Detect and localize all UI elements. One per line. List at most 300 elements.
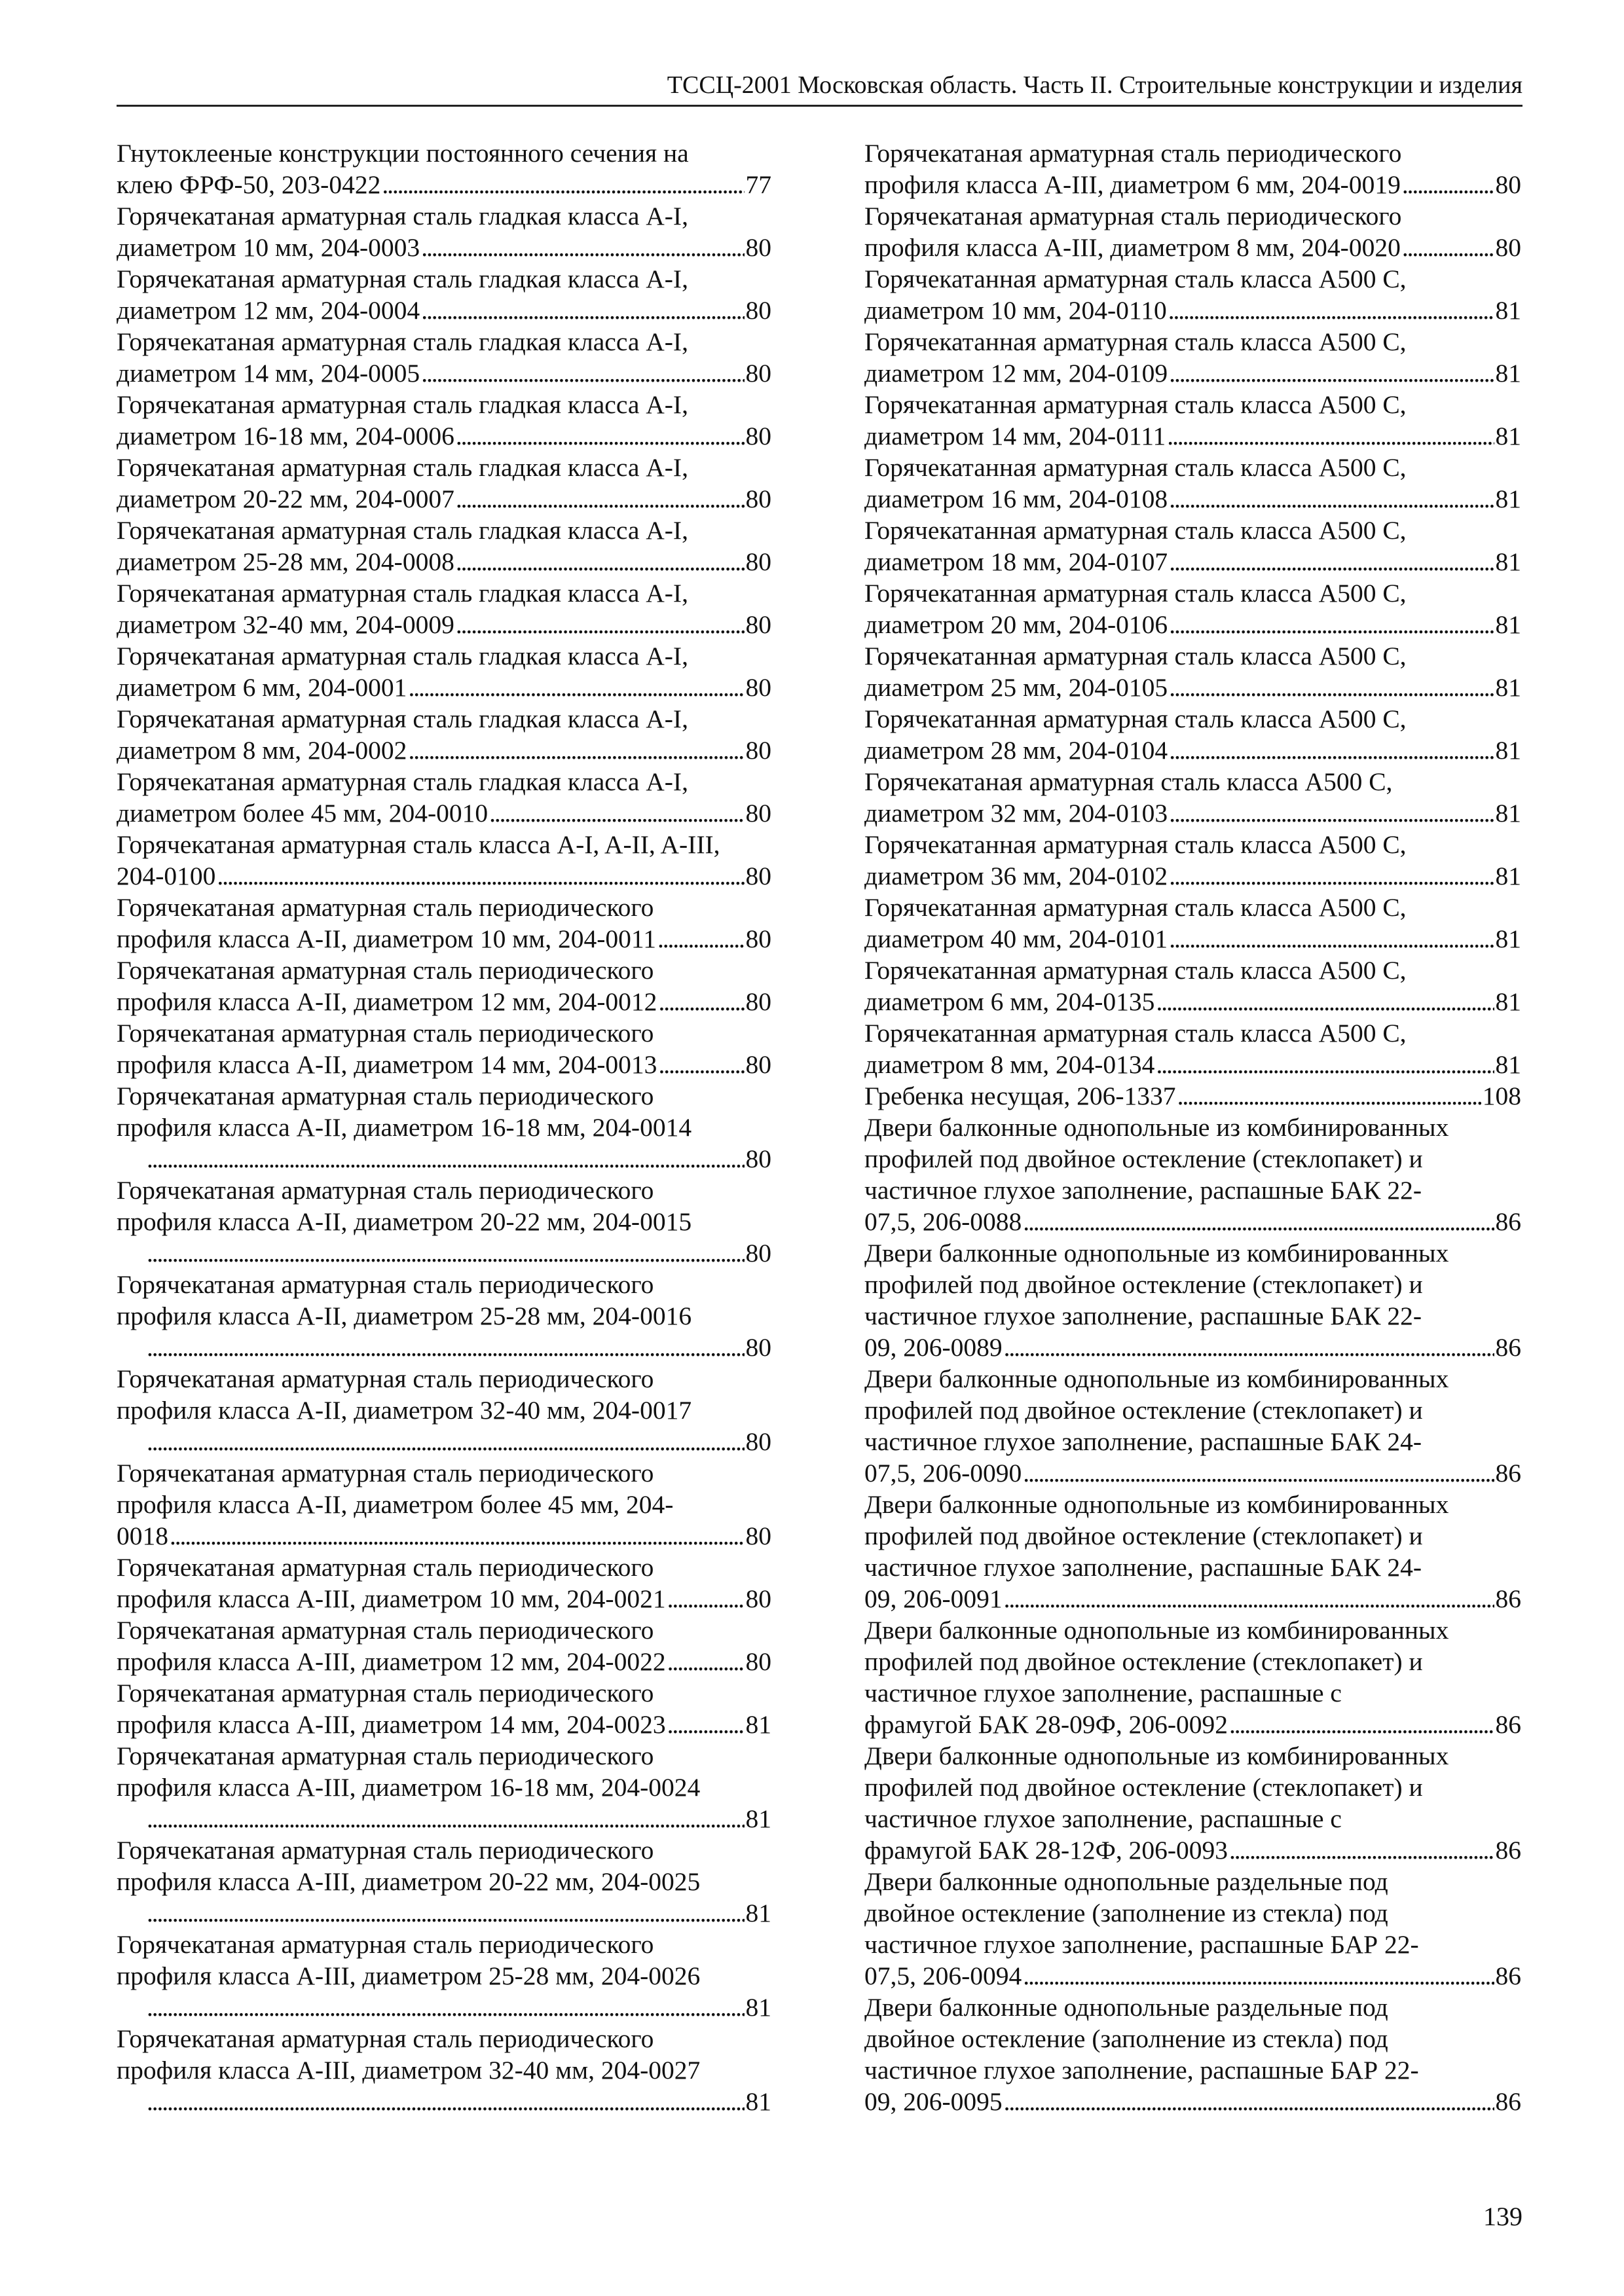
index-entry-text: диаметром 12 мм, 204-0004: [117, 296, 420, 325]
dot-leader: [1177, 1080, 1481, 1112]
index-entry: [117, 452, 771, 515]
index-entry-text: Горячекатаная арматурная сталь гладкая класса A-I,: [117, 327, 688, 356]
index-entry-line: [864, 1834, 1521, 1866]
index-entry-text: диаметром 6 мм, 204-0135: [864, 987, 1155, 1016]
dot-leader: [667, 1646, 745, 1677]
index-entry-line: [117, 2054, 771, 2086]
index-entry-line: [117, 389, 771, 420]
dot-leader: [1169, 797, 1494, 829]
dot-leader: [456, 546, 745, 577]
index-entry-text: фрамугой БАК 28-12Ф, 206-0093: [864, 1836, 1228, 1865]
index-page-ref: 80: [745, 1239, 771, 1267]
index-entry-text: профиля класса A-II, диаметром более 45 мм, 204-: [117, 1490, 674, 1519]
index-entry-text: 204-0100: [117, 862, 216, 890]
index-entry-line: [117, 892, 771, 923]
index-entry-line: [117, 1017, 771, 1049]
index-entry-text: профиля класса A-III, диаметром 12 мм, 204-0022: [117, 1647, 666, 1676]
index-page-ref: 80: [745, 1144, 771, 1173]
index-entry: [117, 1740, 771, 1834]
index-entry-text: профилей под двойное остекление (стеклопакет) и: [864, 1773, 1423, 1802]
dot-leader: [147, 1803, 745, 1834]
index-entry-text: Горячекатанная арматурная сталь класса А500 С,: [864, 830, 1407, 859]
index-entry-text: диаметром 16-18 мм, 204-0006: [117, 422, 454, 450]
dot-leader: [667, 1583, 745, 1614]
index-entry-text: Горячекатаная арматурная сталь гладкая класса A-I,: [117, 202, 688, 230]
index-entry-line: [864, 955, 1521, 986]
index-entry-line: [864, 232, 1521, 263]
index-entry: [117, 326, 771, 389]
index-entry-line: [864, 1677, 1521, 1709]
index-page-ref: 80: [745, 924, 771, 953]
index-entry-text: диаметром 12 мм, 204-0109: [864, 359, 1168, 388]
index-page-ref: 81: [745, 1710, 771, 1739]
index-entry-text: 07,5, 206-0088: [864, 1207, 1022, 1236]
index-entry-text: диаметром 18 мм, 204-0107: [864, 547, 1168, 576]
index-entry: [864, 1992, 1521, 2117]
index-column-right: [864, 137, 1521, 2117]
dot-leader: [667, 1709, 745, 1740]
index-entry-line: [117, 1614, 771, 1646]
index-entry-text: Горячекатанная арматурная сталь класса А500 С,: [864, 579, 1407, 608]
index-page-ref: 80: [745, 1050, 771, 1079]
dot-leader: [1169, 357, 1494, 389]
index-page-ref: 80: [745, 862, 771, 890]
index-entry-text: диаметром более 45 мм, 204-0010: [117, 799, 489, 828]
dot-leader: [1004, 1583, 1494, 1614]
index-entry: [117, 577, 771, 640]
index-entry: [117, 1929, 771, 2023]
index-entry-line: [864, 2023, 1521, 2054]
index-entry-line: [117, 1363, 771, 1394]
index-entry-line: [145, 1143, 771, 1175]
index-entry-text: профилей под двойное остекление (стеклопакет) и: [864, 1270, 1423, 1299]
index-entry-text: Горячекатаная арматурная сталь периодического: [117, 1616, 654, 1645]
index-page-ref: 80: [745, 673, 771, 702]
index-entry-text: Горячекатаная арматурная сталь гладкая класса A-I,: [117, 579, 688, 608]
index-entry-text: Горячекатаная арматурная сталь класса A-I, A-II, A-III,: [117, 830, 720, 859]
index-entry-text: профиля класса A-III, диаметром 10 мм, 204-0021: [117, 1584, 666, 1613]
index-entry-text: профилей под двойное остекление (стеклопакет) и: [864, 1647, 1423, 1676]
dot-leader: [1229, 1709, 1494, 1740]
index-page-ref: 80: [745, 359, 771, 388]
index-entry-text: Горячекатаная арматурная сталь периодического: [117, 1364, 654, 1393]
dot-leader: [456, 483, 745, 515]
index-entry-line: [117, 1646, 771, 1677]
index-entry-line: [864, 1583, 1521, 1614]
index-entry-text: диаметром 20-22 мм, 204-0007: [117, 484, 454, 513]
index-entry-line: [864, 546, 1521, 577]
index-entry-text: профиля класса A-III, диаметром 14 мм, 204-0023: [117, 1710, 666, 1739]
dot-leader: [1167, 420, 1494, 452]
index-page-ref: 80: [745, 1333, 771, 1362]
index-entry-text: диаметром 14 мм, 204-0111: [864, 422, 1166, 450]
index-entry-text: частичное глухое заполнение, распашные с: [864, 1804, 1342, 1833]
index-page-ref: 80: [1495, 233, 1521, 262]
index-entry-line: [864, 420, 1521, 452]
index-entry-line: [117, 1049, 771, 1080]
index-entry-line: [117, 1206, 771, 1237]
index-entry: [864, 1614, 1521, 1740]
index-entry-line: [864, 357, 1521, 389]
dot-leader: [1169, 860, 1494, 892]
index-entry-line: [864, 1457, 1521, 1489]
index-entry: [864, 703, 1521, 766]
index-entry-text: Горячекатаная арматурная сталь гладкая класса A-I,: [117, 453, 688, 482]
index-entry-line: [117, 860, 771, 892]
index-entry-text: Горячекатаная арматурная сталь периодического: [117, 1176, 654, 1205]
index-column-left: [117, 137, 771, 2117]
index-entry-text: профиля класса A-II, диаметром 10 мм, 204-0011: [117, 924, 656, 953]
index-entry-line: [117, 640, 771, 672]
index-page-ref: 81: [1495, 924, 1521, 953]
index-entry-text: 07,5, 206-0090: [864, 1459, 1022, 1487]
index-entry: [117, 263, 771, 326]
index-page-ref: 80: [1495, 170, 1521, 199]
dot-leader: [1169, 923, 1494, 955]
dot-leader: [147, 2086, 745, 2117]
index-page-ref: 86: [1495, 1333, 1521, 1362]
index-entry-line: [864, 1237, 1521, 1269]
index-entry-text: Горячекатаная арматурная сталь периодического: [117, 1019, 654, 1048]
index-page-ref: 81: [745, 1899, 771, 1927]
index-entry-line: [117, 1677, 771, 1709]
index-entry-line: [117, 1583, 771, 1614]
index-entry-line: [864, 1960, 1521, 1992]
dot-leader: [147, 1897, 745, 1929]
index-entry: [117, 2023, 771, 2117]
index-entry: [864, 1017, 1521, 1080]
index-entry-text: профиля класса A-III, диаметром 8 мм, 204-0020: [864, 233, 1401, 262]
index-entry-line: [145, 1803, 771, 1834]
index-entry-text: Горячекатаная арматурная сталь гладкая класса A-I,: [117, 264, 688, 293]
index-entry: [117, 515, 771, 577]
index-entry: [864, 452, 1521, 515]
index-entry-text: частичное глухое заполнение, распашные БАК 24-: [864, 1427, 1422, 1456]
index-entry-line: [117, 515, 771, 546]
index-entry-line: [864, 735, 1521, 766]
dot-leader: [658, 986, 744, 1017]
index-entry-text: Горячекатаная арматурная сталь периодического: [117, 1836, 654, 1865]
dot-leader: [1402, 232, 1494, 263]
index-entry-line: [864, 295, 1521, 326]
dot-leader: [1402, 169, 1494, 200]
index-page-ref: 80: [745, 484, 771, 513]
index-entry-text: профилей под двойное остекление (стеклопакет) и: [864, 1396, 1423, 1425]
dot-leader: [658, 1049, 744, 1080]
index-entry-line: [864, 829, 1521, 860]
index-entry-line: [864, 389, 1521, 420]
index-entry-line: [864, 1646, 1521, 1677]
index-entry-line: [117, 1772, 771, 1803]
index-entry-text: Горячекатаная арматурная сталь периодического: [117, 1741, 654, 1770]
dot-leader: [489, 797, 744, 829]
index-entry-text: диаметром 25-28 мм, 204-0008: [117, 547, 454, 576]
dot-leader: [1156, 1049, 1494, 1080]
index-entry-text: профиля класса A-II, диаметром 14 мм, 204-0013: [117, 1050, 657, 1079]
index-entry-line: [117, 546, 771, 577]
index-entry-line: [864, 1866, 1521, 1897]
index-entry-line: [864, 923, 1521, 955]
index-page-ref: 86: [1495, 1710, 1521, 1739]
index-entry: [864, 829, 1521, 892]
index-entry-line: [864, 1049, 1521, 1080]
index-entry-text: профиля класса A-II, диаметром 20-22 мм, 204-0015: [117, 1207, 692, 1236]
dot-leader: [147, 1992, 745, 2023]
index-entry-line: [117, 420, 771, 452]
index-entry-text: диаметром 10 мм, 204-0003: [117, 233, 420, 262]
index-entry-line: [864, 703, 1521, 735]
index-entry-line: [117, 295, 771, 326]
index-entry-text: Горячекатанная арматурная сталь класса А500 С,: [864, 704, 1407, 733]
index-entry-text: диаметром 8 мм, 204-0002: [117, 736, 407, 765]
index-entry: [864, 389, 1521, 452]
index-page-ref: 80: [745, 799, 771, 828]
dot-leader: [147, 1426, 745, 1457]
index-entry-text: фрамугой БАК 28-09Ф, 206-0092: [864, 1710, 1228, 1739]
index-entry-text: Горячекатаная арматурная сталь периодического: [117, 956, 654, 985]
index-page-ref: 86: [1495, 1207, 1521, 1236]
index-entry: [864, 955, 1521, 1017]
index-entry-text: Двери балконные однопольные из комбинированных: [864, 1239, 1449, 1267]
index-entry-line: [117, 1866, 771, 1897]
index-page-ref: 86: [1495, 2087, 1521, 2116]
index-entry: [864, 1363, 1521, 1489]
index-page-ref: 86: [1495, 1961, 1521, 1990]
index-entry-line: [117, 1709, 771, 1740]
index-entry-text: Горячекатаная арматурная сталь периодического: [117, 1459, 654, 1487]
index-entry-text: частичное глухое заполнение, распашные БАК 24-: [864, 1553, 1422, 1582]
index-entry-line: [864, 1992, 1521, 2023]
index-entry: [864, 1237, 1521, 1363]
index-entry-line: [117, 955, 771, 986]
index-entry: [864, 1740, 1521, 1866]
dot-leader: [456, 609, 745, 640]
index-entry-line: [117, 137, 771, 169]
index-page-ref: 80: [745, 1427, 771, 1456]
dot-leader: [147, 1237, 745, 1269]
index-entry-text: Горячекатаная арматурная сталь гладкая класса A-I,: [117, 516, 688, 545]
index-page-ref: 80: [745, 547, 771, 576]
index-entry-text: Горячекатаная арматурная сталь гладкая класса A-I,: [117, 642, 688, 670]
index-entry-text: профилей под двойное остекление (стеклопакет) и: [864, 1522, 1423, 1550]
index-page-ref: 81: [1495, 359, 1521, 388]
index-entry-line: [145, 1992, 771, 2023]
index-entry-text: Горячекатаная арматурная сталь периодического: [864, 139, 1402, 168]
index-entry-line: [864, 1112, 1521, 1143]
index-entry-line: [117, 1489, 771, 1520]
index-entry-text: диаметром 32 мм, 204-0103: [864, 799, 1168, 828]
index-entry-line: [864, 1269, 1521, 1300]
dot-leader: [657, 923, 745, 955]
index-entry-text: Двери балконные однопольные из комбинированных: [864, 1113, 1449, 1142]
index-page-ref: 81: [1495, 987, 1521, 1016]
index-entry-line: [117, 1834, 771, 1866]
index-entry-text: частичное глухое заполнение, распашные БАК 22-: [864, 1302, 1422, 1330]
index-entry-line: [864, 137, 1521, 169]
index-page-ref: 81: [1495, 673, 1521, 702]
index-entry-text: Двери балконные однопольные из комбинированных: [864, 1616, 1449, 1645]
dot-leader: [1169, 672, 1494, 703]
index-entry-line: [117, 609, 771, 640]
index-entry-line: [117, 200, 771, 232]
index-entry-line: [864, 263, 1521, 295]
index-entry-text: Горячекатаная арматурная сталь периодического: [117, 1930, 654, 1959]
index-entry-line: [117, 797, 771, 829]
index-entry-text: профиля класса A-II, диаметром 12 мм, 204-0012: [117, 987, 657, 1016]
index-entry-text: Двери балконные однопольные раздельные под: [864, 1993, 1388, 2022]
index-entry-text: частичное глухое заполнение, распашные БАР 22-: [864, 2056, 1419, 2085]
index-entry-line: [864, 1803, 1521, 1834]
dot-leader: [421, 295, 744, 326]
index-entry-line: [864, 672, 1521, 703]
index-entry-line: [117, 1457, 771, 1489]
index-entry-text: 09, 206-0095: [864, 2087, 1003, 2116]
index-entry-line: [864, 577, 1521, 609]
dot-leader: [1168, 295, 1494, 326]
index-entry: [864, 1112, 1521, 1237]
index-entry: [117, 1614, 771, 1677]
index-entry: [117, 1552, 771, 1614]
index-entry-line: [117, 1112, 771, 1143]
index-entry: [117, 703, 771, 766]
index-entry: [117, 640, 771, 703]
index-entry: [117, 892, 771, 955]
index-entry-line: [864, 1363, 1521, 1394]
index-entry-text: Горячекатаная арматурная сталь периодического: [117, 893, 654, 922]
index-entry-line: [864, 1772, 1521, 1803]
index-entry-text: 07,5, 206-0094: [864, 1961, 1022, 1990]
index-entry-text: Двери балконные однопольные раздельные под: [864, 1867, 1388, 1896]
index-entry-text: диаметром 36 мм, 204-0102: [864, 862, 1168, 890]
index-entry-text: частичное глухое заполнение, распашные БАК 22-: [864, 1176, 1422, 1205]
index-page-ref: 81: [1495, 422, 1521, 450]
index-entry-line: [864, 1489, 1521, 1520]
index-entry: [117, 1175, 771, 1269]
dot-leader: [1156, 986, 1494, 1017]
dot-leader: [170, 1520, 745, 1552]
index-page-ref: 81: [1495, 736, 1521, 765]
index-entry-line: [864, 1897, 1521, 1929]
index-entry-text: Горячекатаная арматурная сталь периодического: [117, 2024, 654, 2053]
index-entry-text: Двери балконные однопольные из комбинированных: [864, 1741, 1449, 1770]
index-entry-text: диаметром 28 мм, 204-0104: [864, 736, 1168, 765]
index-entry-text: диаметром 16 мм, 204-0108: [864, 484, 1168, 513]
index-entry-text: двойное остекление (заполнение из стекла) под: [864, 1899, 1388, 1927]
index-entry: [864, 892, 1521, 955]
index-entry-line: [145, 1897, 771, 1929]
index-page-ref: 81: [1495, 862, 1521, 890]
header-title: ТССЦ-2001 Московская область. Часть II. Строительные конструкции и изделия: [667, 71, 1522, 99]
index-entry: [117, 829, 771, 892]
index-entry-line: [864, 1709, 1521, 1740]
index-entry-text: профиля класса A-II, диаметром 16-18 мм, 204-0014: [117, 1113, 692, 1142]
index-page-ref: 86: [1495, 1836, 1521, 1865]
index-entry-line: [117, 483, 771, 515]
index-entry: [117, 1080, 771, 1175]
index-entry-line: [117, 1080, 771, 1112]
index-entry-text: Горячекатаная арматурная сталь гладкая класса A-I,: [117, 390, 688, 419]
index-entry-line: [864, 1080, 1521, 1112]
dot-leader: [147, 1332, 745, 1363]
index-entry-line: [864, 986, 1521, 1017]
index-entry-line: [117, 1394, 771, 1426]
index-page-ref: 80: [745, 1584, 771, 1613]
dot-leader: [382, 169, 744, 200]
index-page-ref: 80: [745, 1647, 771, 1676]
index-page-ref: 81: [1495, 610, 1521, 639]
index-entry-line: [117, 1520, 771, 1552]
index-entry-text: диаметром 6 мм, 204-0001: [117, 673, 407, 702]
index-entry-text: Горячекатанная арматурная сталь класса А500 С,: [864, 642, 1407, 670]
index-entry: [117, 200, 771, 263]
index-entry-text: Горячекатанная арматурная сталь класса А500 С,: [864, 264, 1407, 293]
index-entry-line: [864, 326, 1521, 357]
index-entry: [117, 1834, 771, 1929]
index-page-ref: 80: [745, 610, 771, 639]
index-entry-line: [117, 672, 771, 703]
index-entry-text: Горячекатанная арматурная сталь класса А500 С,: [864, 1019, 1407, 1048]
index-entry-text: диаметром 14 мм, 204-0005: [117, 359, 420, 388]
index-entry-text: профиля класса A-III, диаметром 25-28 мм, 204-0026: [117, 1961, 701, 1990]
index-page-ref: 80: [745, 233, 771, 262]
index-entry-line: [145, 1332, 771, 1363]
index-entry: [117, 1677, 771, 1740]
index-entry: [864, 766, 1521, 829]
index-entry-line: [117, 263, 771, 295]
index-entry-text: Горячекатаная арматурная сталь периодического: [864, 202, 1402, 230]
index-entry-text: Горячекатаная арматурная сталь периодического: [117, 1270, 654, 1299]
index-page-ref: 108: [1482, 1082, 1521, 1110]
index-entry: [864, 200, 1521, 263]
page-number: 139: [1483, 2202, 1522, 2231]
index-entry-line: [864, 1426, 1521, 1457]
index-entry: [864, 326, 1521, 389]
index-entry: [117, 955, 771, 1017]
index-page-ref: 86: [1495, 1584, 1521, 1613]
index-entry-line: [864, 892, 1521, 923]
index-entry-line: [117, 1300, 771, 1332]
index-page-ref: 86: [1495, 1459, 1521, 1487]
index-entry-text: профиля класса A-III, диаметром 32-40 мм, 204-0027: [117, 2056, 701, 2085]
index-entry-line: [117, 326, 771, 357]
index-entry-line: [117, 1269, 771, 1300]
index-entry-text: Горячекатанная арматурная сталь класса А500 С,: [864, 893, 1407, 922]
index-entry-text: диаметром 20 мм, 204-0106: [864, 610, 1168, 639]
index-entry-text: Гнутоклееные конструкции постоянного сечения на: [117, 139, 689, 168]
index-entry-line: [117, 1960, 771, 1992]
index-page-ref: 80: [745, 296, 771, 325]
index-entry-line: [117, 2023, 771, 2054]
index-entry-line: [117, 169, 771, 200]
index-entry-line: [145, 2086, 771, 2117]
index-entry: [864, 577, 1521, 640]
index-entry: [117, 389, 771, 452]
index-entry-text: Горячекатанная арматурная сталь класса А500 С,: [864, 453, 1407, 482]
index-entry: [864, 1866, 1521, 1992]
dot-leader: [421, 357, 744, 389]
dot-leader: [1169, 609, 1494, 640]
index-entry-text: двойное остекление (заполнение из стекла) под: [864, 2024, 1388, 2053]
index-entry-text: Горячекатаная арматурная сталь периодического: [117, 1082, 654, 1110]
index-entry-line: [864, 515, 1521, 546]
index-entry-line: [117, 232, 771, 263]
index-entry-text: Горячекатаная арматурная сталь класса А500 С,: [864, 767, 1393, 796]
index-page-ref: 80: [745, 422, 771, 450]
index-entry-line: [117, 452, 771, 483]
index-entry-text: диаметром 32-40 мм, 204-0009: [117, 610, 454, 639]
index-entry-line: [864, 483, 1521, 515]
index-entry-line: [864, 1614, 1521, 1646]
